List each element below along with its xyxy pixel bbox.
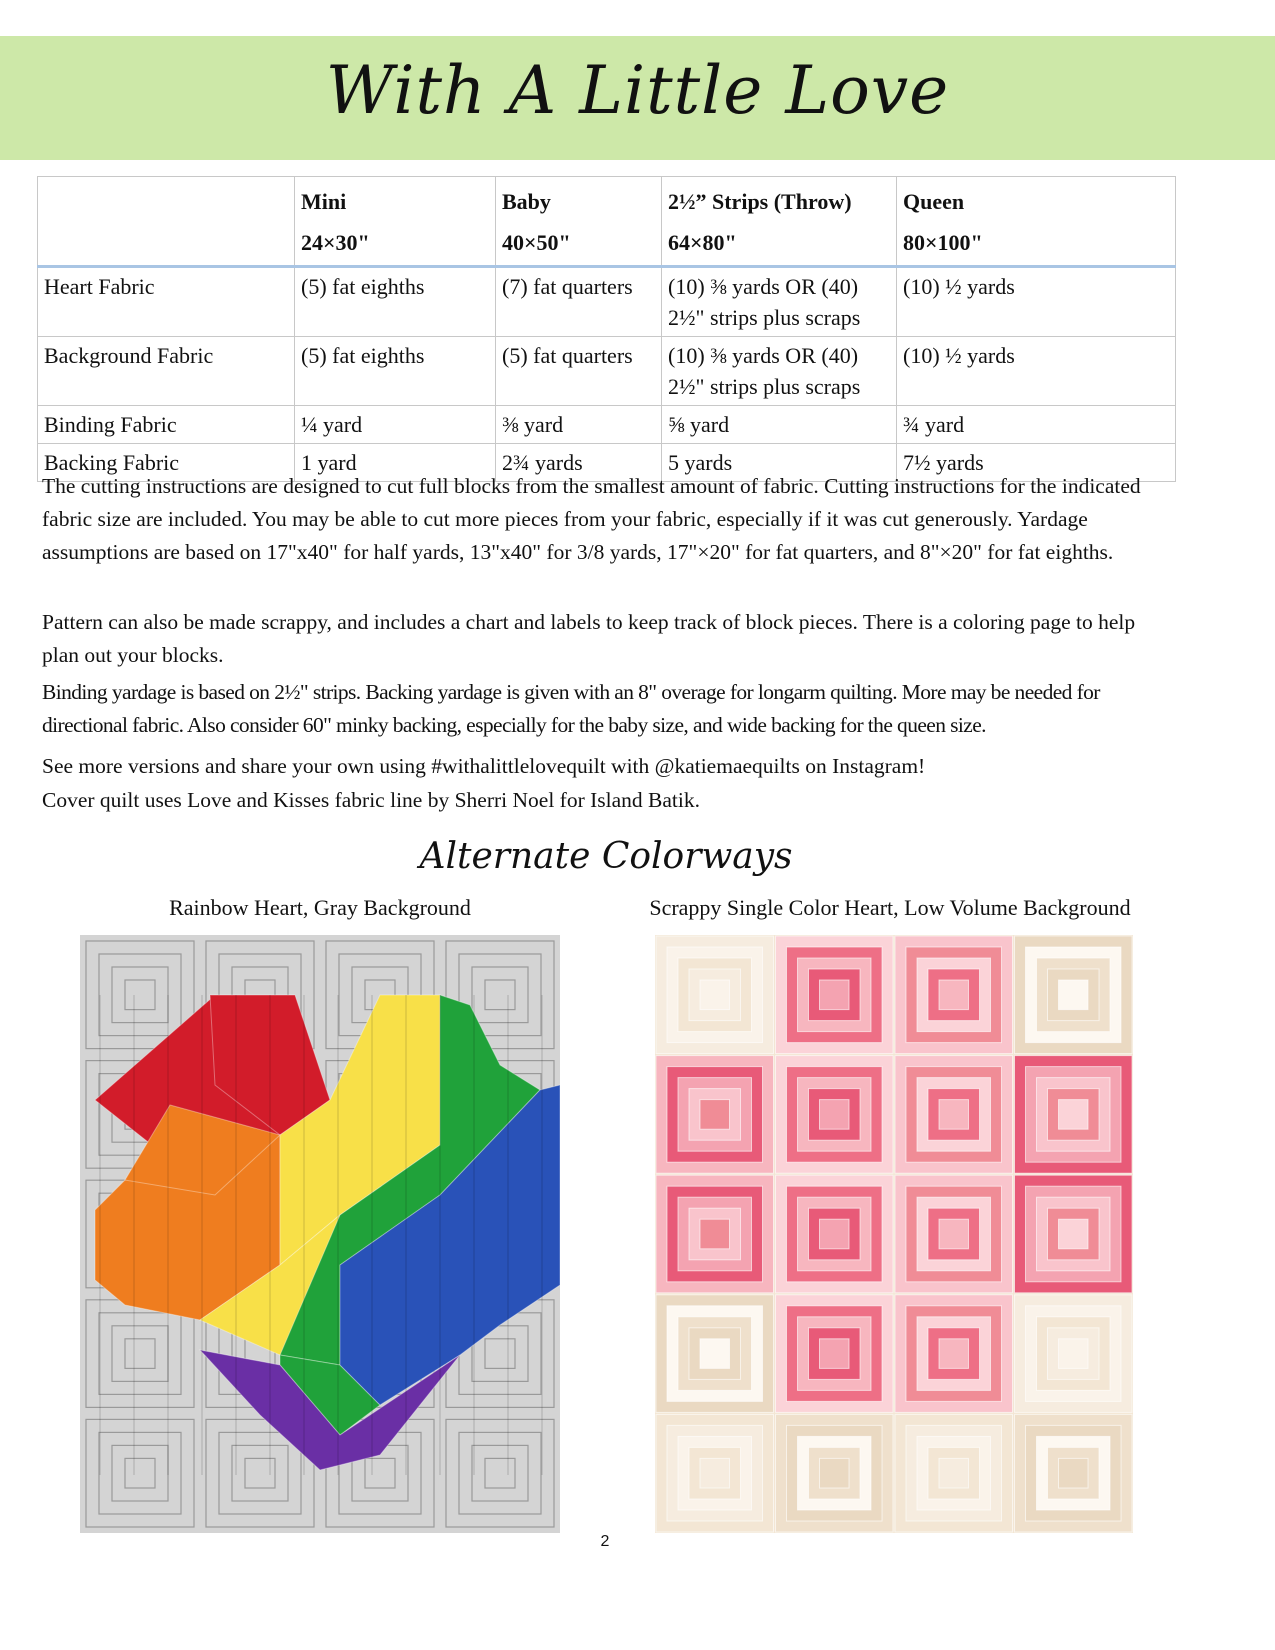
table-cell: (10) ⅜ yards OR (40) 2½" strips plus scraps	[662, 267, 897, 337]
column-size: 24×30"	[301, 230, 370, 255]
fabric-credit-paragraph: Cover quilt uses Love and Kisses fabric line by Sherri Noel for Island Batik.	[42, 788, 700, 812]
table-cell: ⅝ yard	[662, 406, 897, 444]
table-header-row	[38, 177, 1176, 267]
header-cell-baby	[496, 177, 662, 267]
alternate-colorways-heading: Alternate Colorways	[419, 836, 793, 877]
left-quilt-caption: Rainbow Heart, Gray Background	[169, 895, 471, 920]
row-label: Backing Fabric	[38, 444, 295, 482]
column-name: Baby	[502, 189, 551, 214]
page-number: 2	[600, 1533, 610, 1550]
column-size: 40×50"	[502, 230, 571, 255]
scrappy-paragraph: Pattern can also be made scrappy, and includes a chart and labels to keep track of block pieces. There is a coloring page to help plan out your blocks.	[42, 610, 1136, 667]
table-cell: 7½ yards	[897, 444, 1176, 482]
column-name: 2½” Strips (Throw)	[668, 189, 852, 214]
table-cell: (5) fat eighths	[295, 267, 496, 337]
rainbow-heart-quilt-image	[80, 935, 560, 1533]
table-cell: (5) fat eighths	[295, 337, 496, 406]
row-label: Heart Fabric	[38, 267, 295, 337]
fabric-requirements-table	[37, 176, 1176, 482]
cutting-instructions-paragraph: The cutting instructions are designed to cut full blocks from the smallest amount of fabric. Cutting instructions for the indicated fabric size are included. You may be able to cut more pieces from your fabric, especially if it was cut generously. Yardage assumptions are based on 17"x40" for half yards, 13"x40" for 3/8 yards, 17"×20" for fat quarters, and 8"×20" for fat eighths.	[42, 474, 1141, 564]
header-cell-mini	[295, 177, 496, 267]
right-quilt-caption: Scrappy Single Color Heart, Low Volume Background	[649, 895, 1131, 920]
column-name: Queen	[903, 189, 965, 214]
binding-paragraph: Binding yardage is based on 2½" strips. Backing yardage is given with an 8" overage for longarm quilting. More may be needed for directional fabric. Also consider 60" minky backing, especially for the baby size, and wide backing for the queen size.	[42, 680, 1100, 737]
table-cell: (10) ½ yards	[897, 267, 1176, 337]
header-cell-empty	[38, 177, 295, 267]
column-size: 64×80"	[668, 230, 737, 255]
table-cell: ¾ yard	[897, 406, 1176, 444]
table-cell: ¼ yard	[295, 406, 496, 444]
header-cell-queen	[897, 177, 1176, 267]
table-cell: 2¾ yards	[496, 444, 662, 482]
row-label: Binding Fabric	[38, 406, 295, 444]
table-cell: (7) fat quarters	[496, 267, 662, 337]
table-row	[38, 337, 1176, 406]
table-cell: ⅜ yard	[496, 406, 662, 444]
column-size: 80×100"	[903, 230, 983, 255]
table-cell: (10) ⅜ yards OR (40) 2½" strips plus scraps	[662, 337, 897, 406]
column-name: Mini	[301, 189, 347, 214]
table-cell: (5) fat quarters	[496, 337, 662, 406]
table-row	[38, 267, 1176, 337]
scrappy-pink-heart-quilt-image	[655, 935, 1133, 1533]
instagram-paragraph: See more versions and share your own using #withalittlelovequilt with @katiemaequilts on Instagram!	[42, 754, 926, 778]
row-label: Background Fabric	[38, 337, 295, 406]
table-cell: (10) ½ yards	[897, 337, 1176, 406]
header-cell-throw	[662, 177, 897, 267]
table-row	[38, 406, 1176, 444]
page-title: With A Little Love	[325, 52, 950, 129]
table-cell: 5 yards	[662, 444, 897, 482]
table-cell: 1 yard	[295, 444, 496, 482]
